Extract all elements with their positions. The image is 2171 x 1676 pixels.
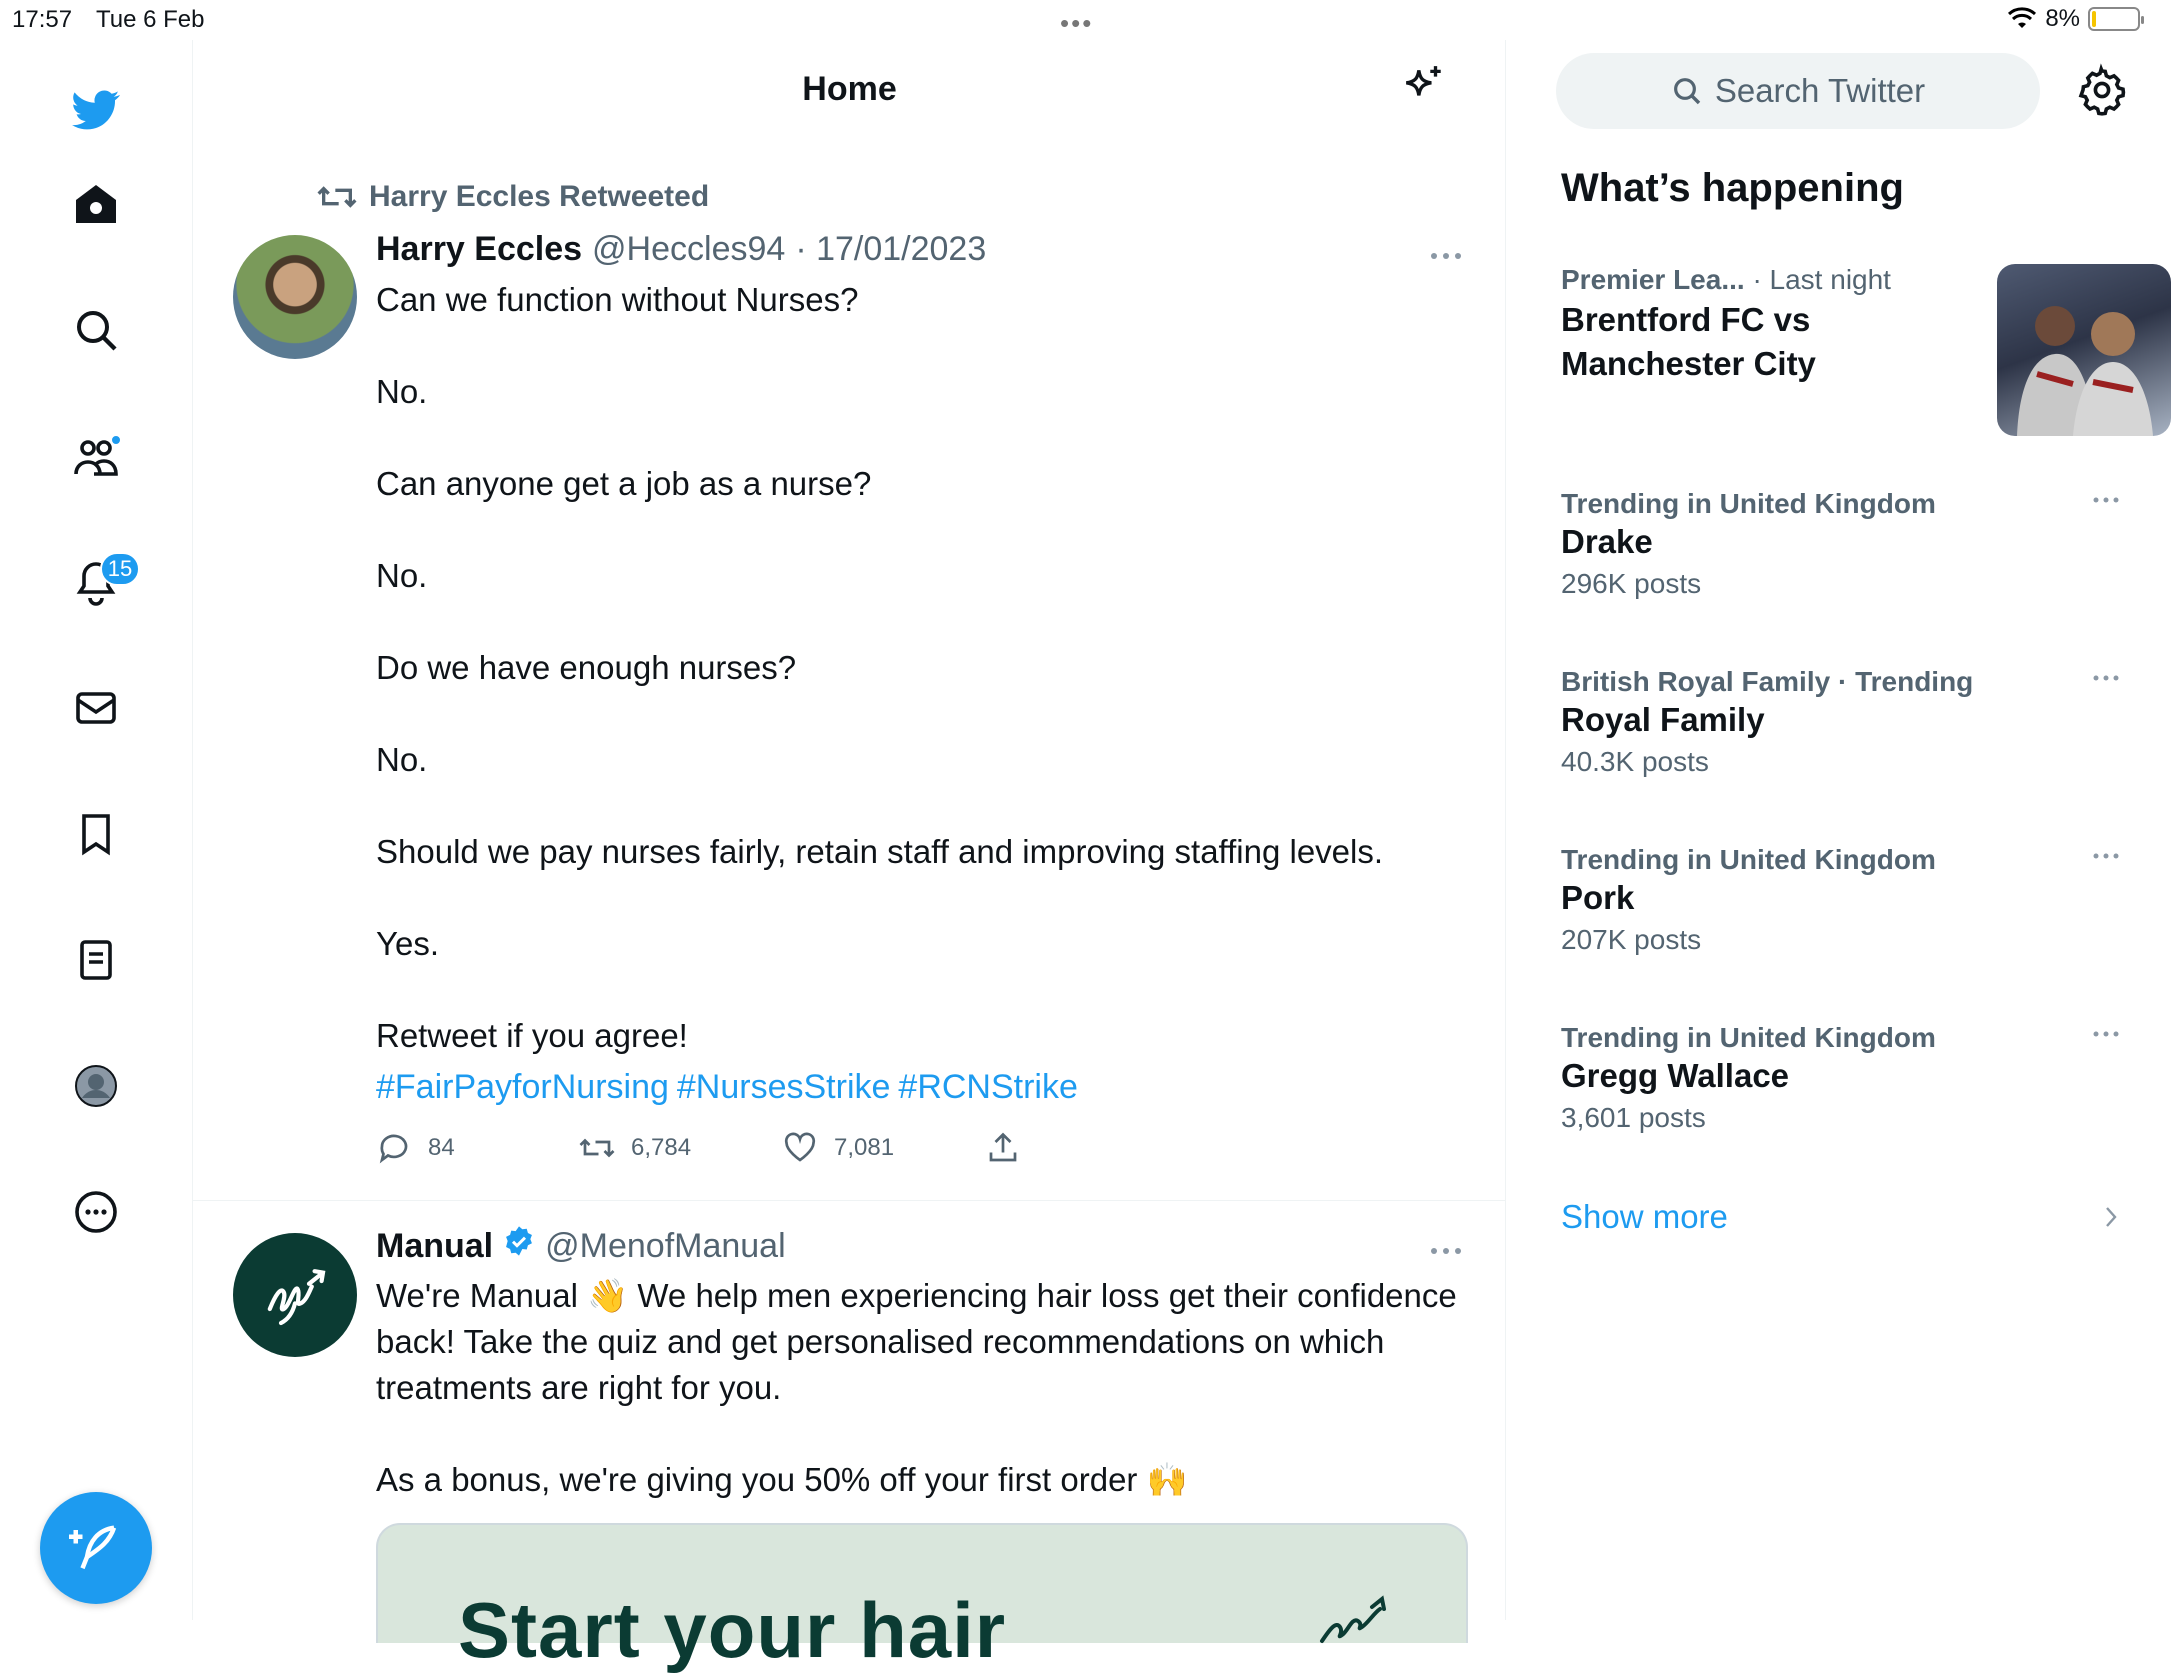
reply-button[interactable] bbox=[376, 1130, 579, 1166]
timeline-header bbox=[193, 40, 1506, 144]
left-nav bbox=[0, 40, 193, 1620]
search-icon[interactable] bbox=[50, 284, 142, 376]
tweet-actions bbox=[376, 1130, 1188, 1166]
tweet-text: We're Manual 👋 We help men experiencing hair loss get their confidence back! Take the quiz and get personalised recommendations on which treatments are right for you. As a bonus, we're giving you 50% off your first order 🙌 bbox=[376, 1277, 1457, 1498]
trend-category: Premier Lea... bbox=[1561, 264, 1745, 295]
status-time: 17:57 bbox=[12, 6, 73, 33]
promo-card[interactable] bbox=[376, 1523, 1468, 1674]
show-more-label: Show more bbox=[1561, 1198, 1728, 1235]
status-bar bbox=[0, 0, 2160, 40]
manual-logo-icon bbox=[253, 1253, 337, 1337]
trend-title: Gregg Wallace bbox=[1561, 1057, 1790, 1094]
share-button[interactable] bbox=[985, 1130, 1188, 1166]
section-title: What’s happening bbox=[1561, 166, 1904, 210]
trend-count: 296K posts bbox=[1561, 568, 1702, 599]
battery-percent: 8% bbox=[2045, 5, 2080, 32]
trend-title: Brentford FC vs Manchester City bbox=[1561, 301, 1816, 382]
retweet-icon bbox=[317, 180, 357, 214]
featured-trend[interactable] bbox=[1561, 264, 2121, 444]
notifications-badge: 15 bbox=[100, 552, 140, 586]
communities-dot bbox=[110, 434, 122, 446]
compose-button[interactable] bbox=[40, 1492, 152, 1604]
trend-context: British Royal Family · Trending bbox=[1561, 666, 1974, 697]
main-timeline bbox=[193, 40, 1506, 1674]
search-input[interactable] bbox=[1556, 53, 2040, 129]
tweet-date[interactable]: · 17/01/2023 bbox=[795, 230, 987, 268]
author-handle[interactable]: @MenofManual bbox=[545, 1227, 786, 1265]
more-options-icon[interactable] bbox=[2091, 494, 2121, 506]
trend-context: Trending in United Kingdom bbox=[1561, 488, 1936, 519]
reply-icon bbox=[376, 1130, 412, 1166]
battery-fill bbox=[2092, 11, 2096, 27]
reply-count: 84 bbox=[428, 1134, 455, 1161]
communities-icon[interactable] bbox=[50, 410, 142, 502]
multitask-dots-icon[interactable]: ••• bbox=[1060, 8, 1094, 38]
retweet-count: 6,784 bbox=[631, 1134, 692, 1161]
trend-image bbox=[1997, 264, 2171, 436]
football-players-image bbox=[1997, 264, 2171, 436]
more-options-icon[interactable] bbox=[1426, 246, 1466, 266]
hashtag-link[interactable]: #FairPayforNursing bbox=[376, 1068, 669, 1106]
profile-icon[interactable] bbox=[50, 1040, 142, 1132]
retweeted-by: Harry Eccles Retweeted bbox=[369, 180, 710, 213]
trend-title: Pork bbox=[1561, 879, 1635, 916]
author-name[interactable]: Manual bbox=[376, 1227, 494, 1265]
retweet-button[interactable] bbox=[579, 1130, 782, 1166]
trend-count: 40.3K posts bbox=[1561, 746, 1709, 777]
search-icon bbox=[1671, 75, 1703, 107]
more-options-icon[interactable] bbox=[2091, 1028, 2121, 1040]
show-more-link[interactable] bbox=[1561, 1198, 2121, 1236]
retweet-context[interactable] bbox=[317, 180, 709, 214]
avatar[interactable] bbox=[233, 1233, 357, 1357]
promo-card-text: Start your hair bbox=[458, 1586, 1007, 1674]
wifi-icon bbox=[2007, 8, 2037, 30]
author-handle[interactable]: @Heccles94 bbox=[592, 230, 786, 268]
growth-arrow-icon bbox=[1318, 1591, 1398, 1651]
hashtag-link[interactable]: #NursesStrike bbox=[676, 1068, 891, 1106]
compose-icon bbox=[69, 1521, 123, 1575]
tweet-header bbox=[376, 1225, 786, 1266]
right-sidebar bbox=[1506, 40, 2160, 1620]
more-options-icon[interactable] bbox=[2091, 672, 2121, 684]
sparkle-icon[interactable] bbox=[1398, 62, 1448, 112]
trend-count: 207K posts bbox=[1561, 924, 1702, 955]
like-button[interactable] bbox=[782, 1130, 985, 1166]
tweet-text: Can we function without Nurses? No. Can anyone get a job as a nurse? No. Do we have enough nurses? No. Should we pay nurses fairly, retain staff and improving staffing levels. Yes. Retweet if you agree! bbox=[376, 281, 1384, 1054]
share-icon bbox=[985, 1130, 1021, 1166]
trend-count: 3,601 posts bbox=[1561, 1102, 1706, 1133]
trend-title: Royal Family bbox=[1561, 701, 1765, 738]
status-indicators bbox=[2007, 5, 2140, 33]
trend-item[interactable] bbox=[1561, 844, 2121, 956]
battery-icon bbox=[2088, 7, 2140, 31]
trend-title: Drake bbox=[1561, 523, 1653, 560]
more-options-icon[interactable] bbox=[1426, 1241, 1466, 1261]
status-date: Tue 6 Feb bbox=[96, 6, 205, 33]
messages-icon[interactable] bbox=[50, 662, 142, 754]
trend-context: Trending in United Kingdom bbox=[1561, 844, 1936, 875]
tweet[interactable] bbox=[193, 1201, 1506, 1674]
verified-badge-icon bbox=[503, 1225, 535, 1257]
like-count: 7,081 bbox=[834, 1134, 895, 1161]
tweet-header bbox=[376, 230, 986, 269]
gear-icon[interactable] bbox=[2078, 66, 2126, 114]
trend-time: · Last night bbox=[1752, 264, 1891, 295]
lists-icon[interactable] bbox=[50, 914, 142, 1006]
twitter-logo-icon[interactable] bbox=[50, 64, 142, 156]
more-options-icon[interactable] bbox=[2091, 850, 2121, 862]
hashtags bbox=[376, 1068, 1086, 1107]
author-name[interactable]: Harry Eccles bbox=[376, 230, 583, 268]
trend-item[interactable] bbox=[1561, 488, 2121, 600]
home-icon[interactable] bbox=[50, 158, 142, 250]
bookmarks-icon[interactable] bbox=[50, 788, 142, 880]
trend-item[interactable] bbox=[1561, 1022, 2121, 1134]
trend-context: Trending in United Kingdom bbox=[1561, 1022, 1936, 1053]
more-icon[interactable] bbox=[50, 1166, 142, 1258]
retweet-icon bbox=[579, 1130, 615, 1166]
tweet[interactable] bbox=[193, 140, 1506, 1201]
notifications-icon[interactable] bbox=[50, 536, 142, 628]
hashtag-link[interactable]: #RCNStrike bbox=[898, 1068, 1078, 1106]
chevron-right-icon bbox=[2101, 1204, 2121, 1230]
trend-item[interactable] bbox=[1561, 666, 2121, 778]
search-placeholder: Search Twitter bbox=[1714, 72, 1926, 109]
page-title: Home bbox=[802, 70, 897, 108]
heart-icon bbox=[782, 1130, 818, 1166]
avatar[interactable] bbox=[233, 235, 357, 359]
